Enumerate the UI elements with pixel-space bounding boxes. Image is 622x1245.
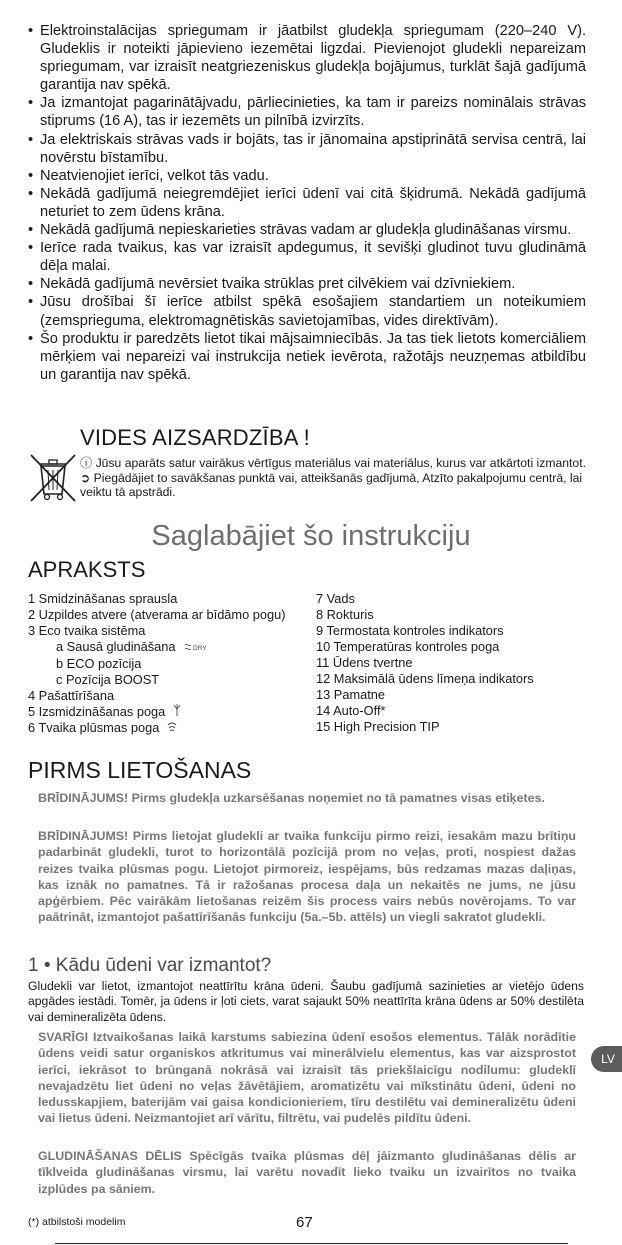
environment-title: VIDES AIZSARDZĪBA ! xyxy=(80,425,310,450)
description-item: 3 Eco tvaika sistēma xyxy=(28,623,146,638)
description-subitem: a Sausā gludināšana DRY xyxy=(28,639,290,656)
description-item: 13 Pamatne xyxy=(316,687,386,702)
description-title: APRAKSTS xyxy=(28,557,146,582)
environment-line-1: Jūsu aparāts satur vairākus vērtīgus materiālus vai materiālus, kurus var atkārtoti izmantot. xyxy=(95,456,586,470)
description-list-left xyxy=(28,591,290,737)
description-item: 9 Termostata kontroles indikators xyxy=(316,623,504,638)
description-item: 1 Smidzināšanas sprausla xyxy=(28,591,178,606)
description-list-right xyxy=(316,591,596,735)
description-item: 12 Maksimālā ūdens līmeņa indikators xyxy=(316,671,534,686)
description-item: 11 Ūdens tvertne xyxy=(316,655,413,670)
dry-label: DRY xyxy=(192,644,207,652)
description-item: 10 Temperatūras kontroles poga xyxy=(316,639,500,654)
description-item: 14 Auto-Off* xyxy=(316,703,386,718)
description-subitem: b ECO pozīcija xyxy=(56,655,142,671)
safety-item: • Elektroinstalācijas spriegumam ir jāatbilst gludekļa spriegumam (220–240 V). Gludeklis ir noteikti jāpievieno iezemētai ligzdai. Pievienojot gludekli nepareizam spriegumam, var izraisīt neatgriezeniskus gludekļa bojājumus, turklāt šajā gadījumā garantija nav spēkā. xyxy=(28,22,586,94)
language-badge: LV xyxy=(591,1046,622,1072)
description-item: 5 Izsmidzināšanas poga xyxy=(28,704,290,721)
description-item: 8 Rokturis xyxy=(316,607,374,622)
safety-item: • Nekādā gadījumā nepieskarieties strāvas vadam ar gludekļa gludināšanas virsmu. xyxy=(28,221,586,239)
safety-item: • Šo produktu ir paredzēts lietot tikai mājsaimniecībās. Ja tas tiek lietots komerciāliem mērķiem vai nepareizi vai instrukcija netiek ievērota, ražotājs neuzņemas atbildību un garantija nav spēkā. xyxy=(28,330,586,384)
description-item: 7 Vads xyxy=(316,591,355,606)
safety-item: • Nekādā gadījumā nevērsiet tvaika strūklas pret cilvēkiem vai dzīvniekiem. xyxy=(28,275,586,293)
dry-icon xyxy=(184,640,210,656)
water-section-title: 1 • Kādu ūdeni var izmantot? xyxy=(28,955,272,976)
description-item: 2 Uzpildes atvere (atverama ar bīdāmo pogu) xyxy=(28,607,286,622)
environment-line-2: Piegādājiet to savākšanas punktā vai, atteikšanās gadījumā, Atzīto pakalpojumu centrā, lai veiktu tā apstrādi. xyxy=(80,470,583,500)
crossed-bin-icon xyxy=(28,452,78,504)
safety-item: • Ja elektriskais strāvas vads ir bojāts, tas ir jānomaina apstiprinātā servisa centrā, lai novērstu bīstamību. xyxy=(28,131,586,167)
safety-item: • Jūsu drošībai šī ierīce atbilst spēkā esošajiem standartiem un noteikumiem (zemsprieguma, elektromagnētiskās savietojamības, vides direktīvām). xyxy=(28,293,586,329)
safety-item: • Ja izmantojat pagarinātājvadu, pārliecinieties, ka tam ir pareizs nominālais strāvas stiprums (16 A), tas ir iezemēts un pilnībā izvirzīts. xyxy=(28,94,586,130)
description-item: 4 Pašattīrīšana xyxy=(28,687,115,703)
page-number: 67 xyxy=(296,1214,313,1231)
environment-text xyxy=(80,456,588,500)
warning-first-use: BRĪDINĀJUMS! Pirms lietojat gludekli ar tvaika funkciju pirmo reizi, iesakām mazu brītiņu padarbināt gludekli, turot to horizontālā pozīcijā prom no veļas, proti, nospiest dažas reizes tvaika plūsmas pogu. Lietojot pirmoreiz, iespējams, būs redzamas mazas daļiņas, kas iznāk no pamatnes. Tā ir ražošanas procesa daļa un nekaitēs ne jums, ne jūsu apģērbiem. Pēc vairākām lietošanas reizēm šis process vairs nebūs novērojams. To var paātrināt, izmantojot pašattīrīšanās funkciju (5a.–5b. attēls) un viegli sakratot gludekli. xyxy=(38,829,576,925)
info-icon: ⓘ xyxy=(80,456,93,470)
bottom-rule xyxy=(55,1243,568,1244)
before-use-title: PIRMS LIETOŠANAS xyxy=(28,757,252,783)
water-text: Gludekli var lietot, izmantojot neattīrītu krāna ūdeni. Šaubu gadījumā sazinieties ar vietējo ūdens apgādes iestādi. Tomēr, ja ūdens ir ļoti ciets, varat sajaukt 50% neattīrīta krāna ūdens ar 50% destilēta vai demineralizēta ūdens. xyxy=(28,979,584,1024)
safety-item: • Neatvienojiet ierīci, velkot tās vadu. xyxy=(28,167,586,185)
spray-icon xyxy=(173,704,181,720)
description-item: 15 High Precision TIP xyxy=(316,719,440,734)
description-subitem: c Pozīcija BOOST xyxy=(56,671,160,687)
arrow-icon: ➲ xyxy=(80,470,91,485)
keep-instructions-title: Saglabājiet šo instrukciju xyxy=(151,520,471,552)
footnote: (*) atbilstoši modelim xyxy=(28,1216,126,1228)
important-note: SVARĪGI Iztvaikošanas laikā karstums sabiezina ūdenī esošos elementus. Tālāk norādītie ūdens veidi satur organiskos atkritumus vai minerālvielu elementus, kas var aizsprostot ierīci, iekrāsot to brūnganā nokrāsā vai izraisīt tās priekšlaicīgu nodilumu: gludeklī nevajadzētu liet ūdeni no veļas žāvētājiem, aromatizētu vai mīkstinātu ūdeni, ūdeni no ledusskapjiem, baterijām vai gaisa kondicionieriem, tīru destilētu vai demineralizētu ūdeni vai lietus ūdeni. Neizmantojiet arī vārītu, filtrētu, vai pudelēs pildītu ūdeni. xyxy=(38,1030,576,1126)
description-item: 6 Tvaika plūsmas poga xyxy=(28,720,290,737)
safety-item: • Nekādā gadījumā neiegremdējiet ierīci ūdenī vai citā šķidrumā. Nekādā gadījumā neturiet to zem ūdens krāna. xyxy=(28,185,586,221)
warning-labels: BRĪDINĀJUMS! Pirms gludekļa uzkarsēšanas noņemiet no tā pamatnes visas etiķetes. xyxy=(38,791,545,805)
safety-instructions xyxy=(28,22,586,384)
steam-burst-icon xyxy=(167,721,177,737)
ironing-board-note: GLUDINĀŠANAS DĒLIS Spēcīgās tvaika plūsmas dēļ jāizmanto gludināšanas dēlis ar tīklveida gludināšanas virsmu, lai varētu novadīt lieko tvaiku un izvairītos no tvaika izplūdes pa sāniem. xyxy=(38,1149,576,1196)
safety-item: • Ierīce rada tvaikus, kas var izraisīt apdegumus, it sevišķi gludinot tuvu gludināmā dēļa malai. xyxy=(28,239,586,275)
